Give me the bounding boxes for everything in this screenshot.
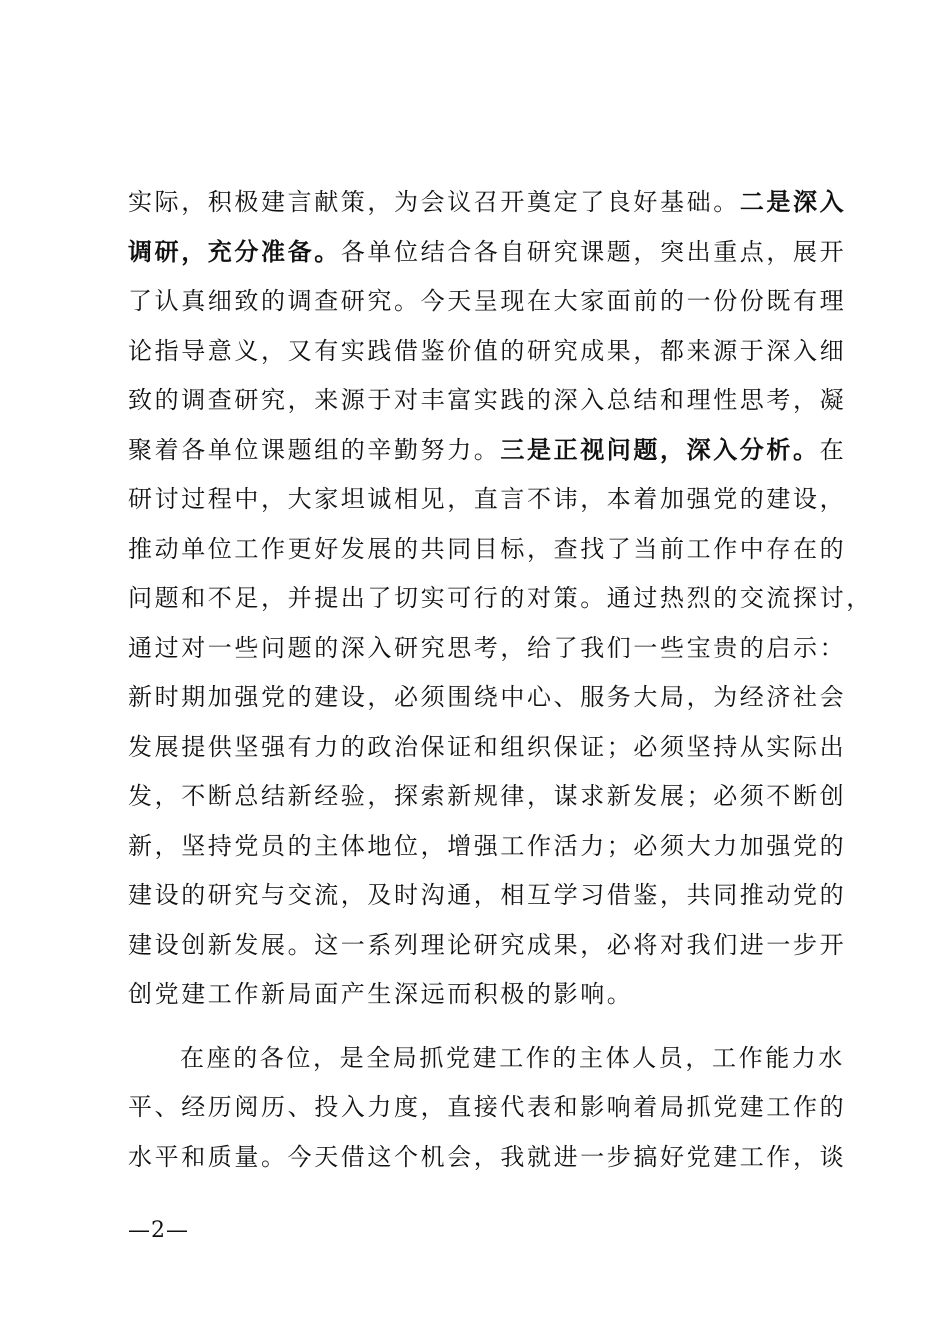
page-number: —2— (128, 1218, 189, 1243)
text-segment: 新，坚持党员的主体地位，增强工作活力；必须大力加强党的 (128, 831, 847, 860)
text-line (128, 327, 847, 377)
text-line (128, 475, 847, 525)
text-segment: 研讨过程中，大家坦诚相见，直言不讳，本着加强党的建设， (128, 485, 847, 513)
text-line (128, 426, 847, 476)
text-segment: 论指导意义，又有实践借鉴价值的研究成果，都来源于深入细 (128, 336, 847, 365)
text-line (128, 624, 847, 674)
text-line (128, 525, 847, 575)
text-line (128, 1034, 845, 1084)
text-segment: 在座的各位，是全局抓党建工作的主体人员，工作能力水 (180, 1043, 845, 1072)
bold-text-segment: 三是正视问题，深入分析。 (500, 435, 820, 464)
text-segment: 在 (819, 435, 847, 464)
body-text (128, 178, 873, 1182)
text-segment: 通过对一些问题的深入研究思考，给了我们一些宝贵的启示： (128, 633, 847, 662)
text-segment: 推动单位工作更好发展的共同目标，查找了当前工作中存在的 (128, 534, 847, 563)
text-line (128, 277, 847, 327)
text-segment: 发，不断总结新经验，探索新规律，谋求新发展；必须不断创 (128, 782, 847, 810)
text-segment: 问题和不足，并提出了切实可行的对策。通过热烈的交流探讨， (128, 584, 873, 612)
text-line (128, 921, 847, 971)
text-segment: 致的调查研究，来源于对丰富实践的深入总结和理性思考，凝 (128, 386, 847, 414)
text-segment: 建设创新发展。这一系列理论研究成果，必将对我们进一步开 (128, 930, 847, 959)
text-segment: 新时期加强党的建设，必须围绕中心、服务大局，为经济社会 (128, 683, 847, 711)
text-line (128, 970, 838, 1020)
text-segment: 创党建工作新局面产生深远而积极的影响。 (128, 980, 634, 1008)
text-segment: 聚着各单位课题组的辛勤努力。 (128, 435, 501, 464)
text-line (128, 376, 847, 426)
text-segment: 平、经历阅历、投入力度，直接代表和影响着局抓党建工作的 (128, 1093, 847, 1121)
text-segment: 水平和质量。今天借这个机会，我就进一步搞好党建工作，谈 (128, 1142, 847, 1171)
text-line (128, 723, 847, 773)
text-line (128, 1133, 847, 1183)
paragraph-gap (128, 1020, 838, 1034)
text-line (128, 772, 847, 822)
bold-text-segment: 二是深入 (739, 188, 847, 216)
text-segment: 了认真细致的调查研究。今天呈现在大家面前的一份份既有理 (128, 287, 847, 315)
text-segment: 发展提供坚强有力的政治保证和组织保证；必须坚持从实际出 (128, 732, 847, 761)
text-line (128, 673, 847, 723)
text-line (128, 822, 847, 872)
text-line (128, 178, 847, 228)
bold-text-segment: 调研，充分准备。 (128, 237, 341, 266)
text-line (128, 871, 847, 921)
text-line (128, 228, 847, 278)
text-line (128, 1083, 847, 1133)
text-segment: 实际，积极建言献策，为会议召开奠定了良好基础。 (128, 188, 740, 216)
text-line (128, 574, 873, 624)
text-segment: 各单位结合各自研究课题，突出重点，展开 (340, 237, 847, 266)
text-segment: 建设的研究与交流，及时沟通，相互学习借鉴，共同推动党的 (128, 881, 847, 909)
